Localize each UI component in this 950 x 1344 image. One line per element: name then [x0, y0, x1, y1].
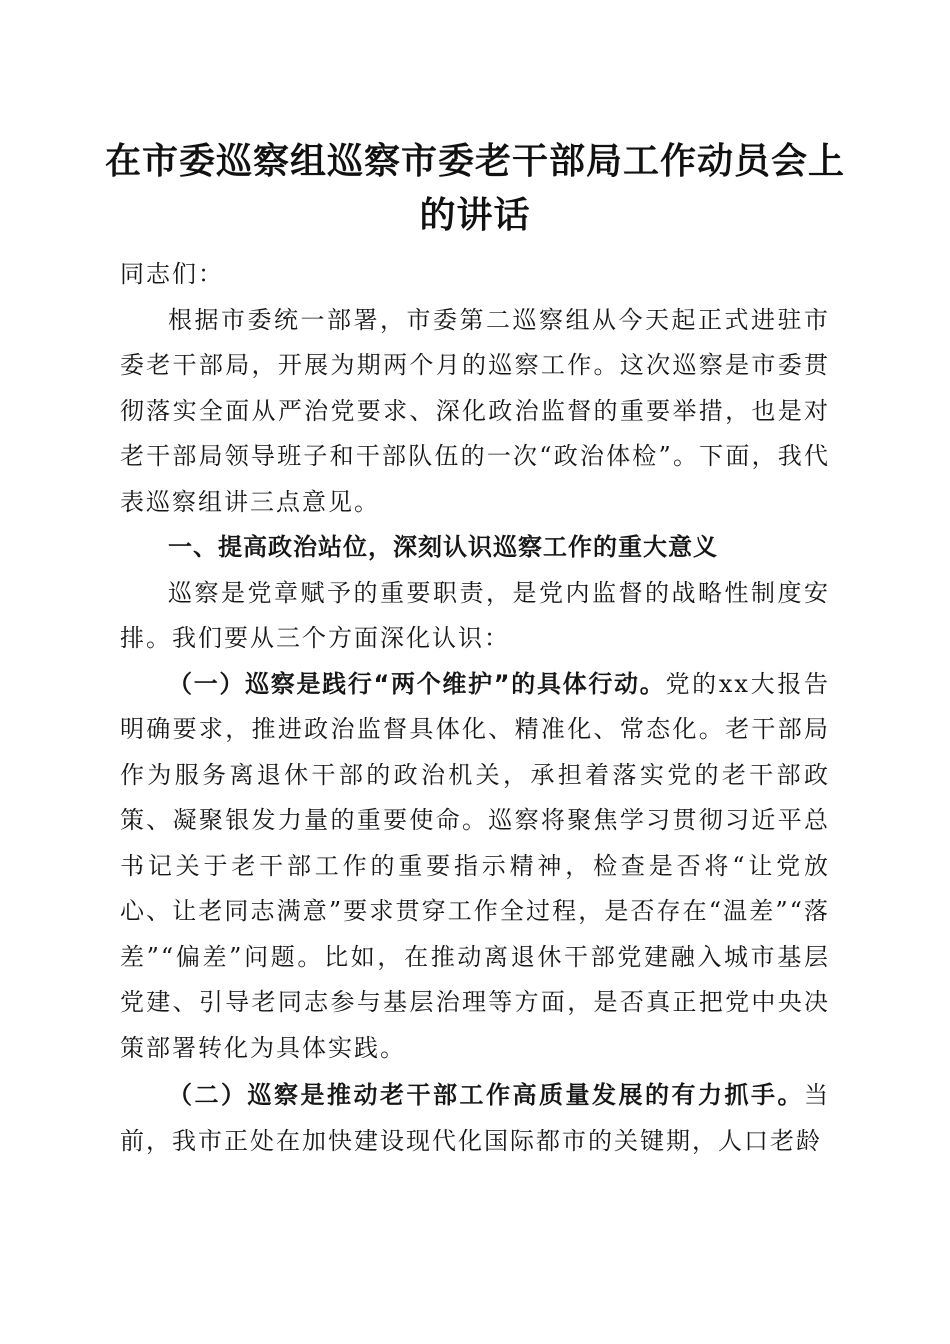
point-2-paragraph	[120, 1073, 830, 1164]
intro-paragraph: 根据市委统一部署，市委第二巡察组从今天起正式进驻市委老干部局，开展为期两个月的巡察工作。这次巡察是市委贯彻落实全面从严治党要求、深化政治监督的重要举措，也是对老干部局领导班子和干部队伍的一次“政治体检”。下面，我代表巡察组讲三点意见。	[120, 305, 830, 516]
point-1-lead: （一）巡察是践行“两个维护”的具体行动。	[168, 669, 666, 698]
document-title	[95, 134, 855, 242]
point-2-lead: （二）巡察是推动老干部工作高质量发展的有力抓手。	[168, 1081, 804, 1109]
title-line-1: 在市委巡察组巡察市委老干部局工作动员会上	[104, 140, 845, 182]
title-line-2: 的讲话	[419, 194, 531, 236]
point-2-text: 当前，我市正处在加快建设现代化国际都市的关键期，人口老龄	[120, 1081, 830, 1155]
document-body	[120, 252, 830, 1164]
point-1-text: 党的xx大报告明确要求，推进政治监督具体化、精准化、常态化。老干部局作为服务离退休干部的政治机关，承担着落实党的老干部政策、凝聚银发力量的重要使命。巡察将聚焦学习贯彻习近平总书记关于老干部工作的重要指示精神，检查是否将“让党放心、让老同志满意”要求贯穿工作全过程，是否存在“温差”“落差”“偏差”问题。比如，在推动离退休干部党建融入城市基层党建、引导老同志参与基层治理等方面，是否真正把党中央决策部署转化为具体实践。	[120, 669, 830, 1062]
section-heading-1: 一、提高政治站位，深刻认识巡察工作的重大意义	[168, 533, 718, 561]
salutation: 同志们：	[120, 260, 224, 288]
point-1-paragraph	[120, 662, 830, 1072]
section1-intro-paragraph: 巡察是党章赋予的重要职责，是党内监督的战略性制度安排。我们要从三个方面深化认识：	[120, 578, 830, 652]
